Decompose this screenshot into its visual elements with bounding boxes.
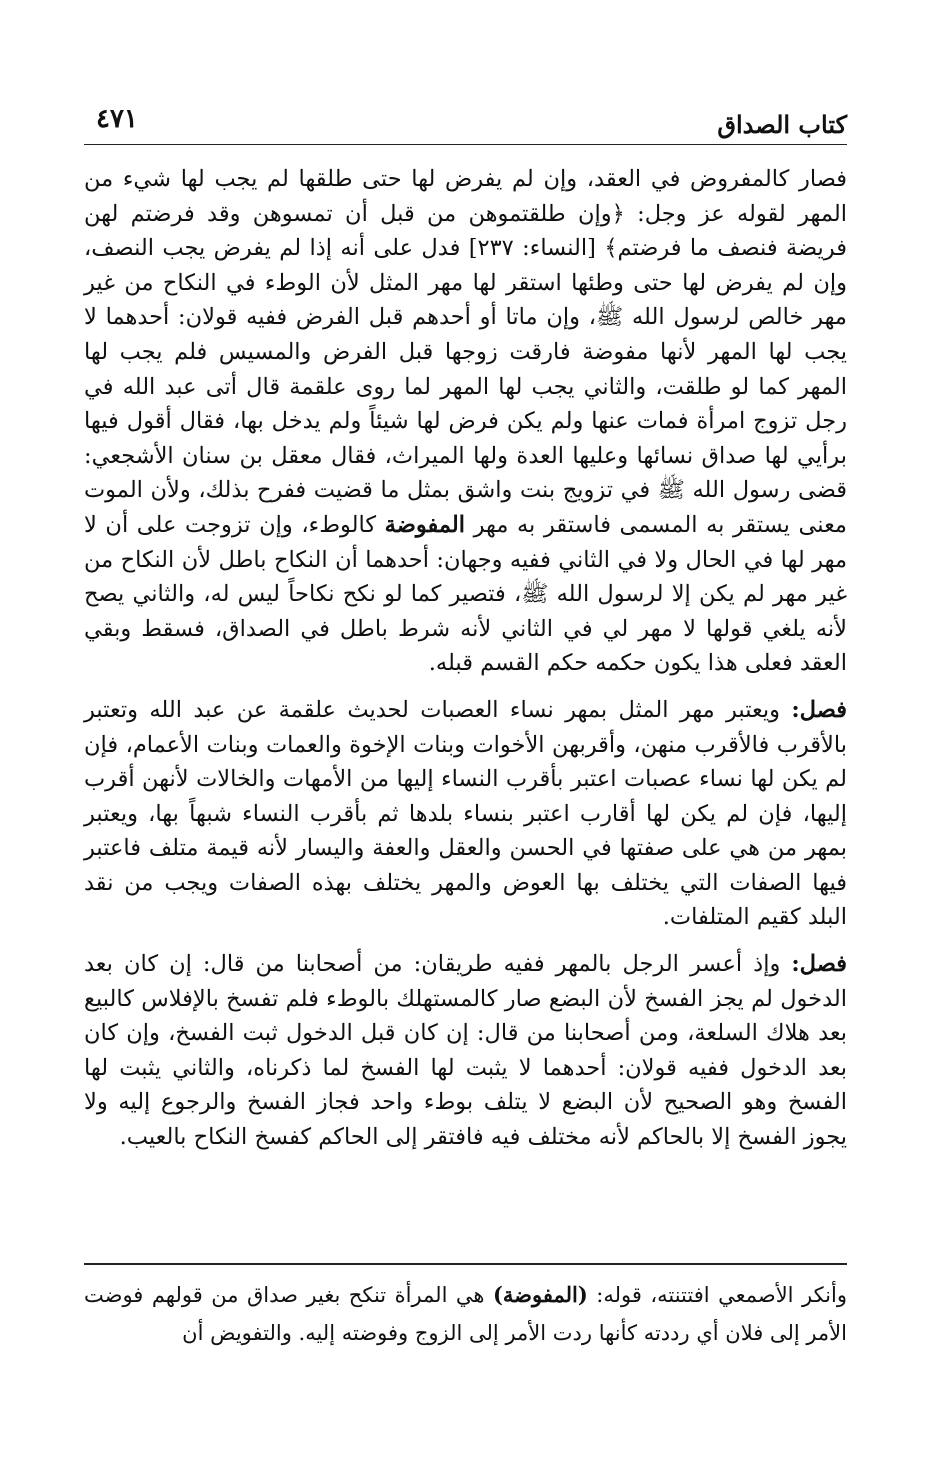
main-text [84,162,847,1167]
bold-term-mufawwada: المفوضة [384,511,465,538]
footnote-text-continued: هي المرأة تنكح بغير صداق من قولهم فوضت الأمر إلى فلان أي رددته كأنها ردت الأمر إلى الزوج وفوضته إليه. والتفويض أن [84,1283,847,1345]
paragraph-1 [84,162,847,681]
paragraph-3 [84,947,847,1155]
paragraph-1-text: فصار كالمفروض في العقد، وإن لم يفرض لها حتى طلقها لم يجب لها شيء من المهر لقوله عز وجل: ﴿وإن طلقتموهن من قبل أن تمسوهن وقد فرضتم لهن فريضة فنصف ما فرضتم﴾ [النساء: ٢٣٧] فدل على أنه إذا لم يفرض يجب النصف، وإن لم يفرض لها حتى وطئها استقر لها مهر المثل لأن الوطء في النكاح من غير مهر خالص لرسول الله ﷺ، وإن ماتا أو أحدهم قبل الفرض ففيه قولان: أحدهما لا يجب لها المهر لأنها مفوضة فارقت زوجها قبل الفرض والمسيس فلم يجب لها المهر كما لو طلقت، والثاني يجب لها المهر لما روى علقمة قال أتى عبد الله في رجل تزوج امرأة فمات عنها ولم يكن فرض لها شيئاً ولم يدخل بها، فقال أقول فيها برأيي لها صداق نسائها وعليها العدة ولها الميراث، فقال معقل بن سنان الأشجعي: قضى رسول الله ﷺ في تزويج بنت واشق بمثل ما قضيت ففرح بذلك، ولأن الموت معنى يستقر به المسمى فاستقر به مهر [84,166,847,538]
section-label: فصل: [791,951,847,978]
section-label: فصل: [791,696,847,723]
running-title: كتاب الصداق [717,110,847,139]
page-number: ٤٧١ [96,104,138,134]
footnote [84,1276,847,1352]
paragraph-3-text: وإذ أعسر الرجل بالمهر ففيه طريقان: من أصحابنا من قال: إن كان بعد الدخول لم يجز الفسخ لأن البضع صار كالمستهلك بالوطء فلم تفسخ بالإفلاس كالبيع بعد هلاك السلعة، ومن أصحابنا من قال: إن كان قبل الدخول ثبت الفسخ، وإن كان بعد الدخول ففيه قولان: أحدهما لا يثبت لها الفسخ لما ذكرناه، والثاني يثبت لها الفسخ وهو الصحيح لأن البضع لا يتلف بوطء واحد فجاز الفسخ والرجوع إليه ولا يجوز الفسخ إلا بالحاكم لأنه مختلف فيه فافتقر إلى الحاكم كفسخ النكاح بالعيب. [84,951,847,1151]
paragraph-1-text-continued: كالوطء، وإن تزوجت على أن لا مهر لها في الحال ولا في الثاني ففيه وجهان: أحدهما أن النكاح باطل لأن النكاح من غير مهر لم يكن إلا لرسول الله ﷺ، فتصير كما لو نكح نكاحاً ليس له، والثاني يصح لأنه يلغي قولها لا مهر لي في الثاني لأنه شرط باطل في الصداق، فسقط وبقي العقد فعلى هذا يكون حكمه حكم القسم قبله. [84,511,847,677]
footnote-text: وأنكر الأصمعي افتتنته، قوله: [596,1283,847,1307]
page-header [84,102,847,145]
footnote-divider [84,1263,847,1265]
footnote-bold-term: (المفوضة) [492,1282,588,1307]
paragraph-2 [84,693,847,935]
paragraph-2-text: ويعتبر مهر المثل بمهر نساء العصبات لحديث علقمة عن عبد الله وتعتبر بالأقرب فالأقرب منهن، وأقربهن الأخوات وبنات الإخوة والعمات وبنات الأعمام، فإن لم يكن لها نساء عصبات اعتبر بأقرب النساء إليها من الأمهات والخالات لأنهن أقرب إليها، فإن لم يكن لها أقارب اعتبر بنساء بلدها ثم بأقرب النساء شبهاً بها، ويعتبر بمهر من هي على صفتها في الحسن والعقل والعفة واليسار لأنه قيمة متلف فاعتبر فيها الصفات التي يختلف بها العوض والمهر يختلف بهذه الصفات ويجب من نقد البلد كقيم المتلفات. [84,696,847,931]
